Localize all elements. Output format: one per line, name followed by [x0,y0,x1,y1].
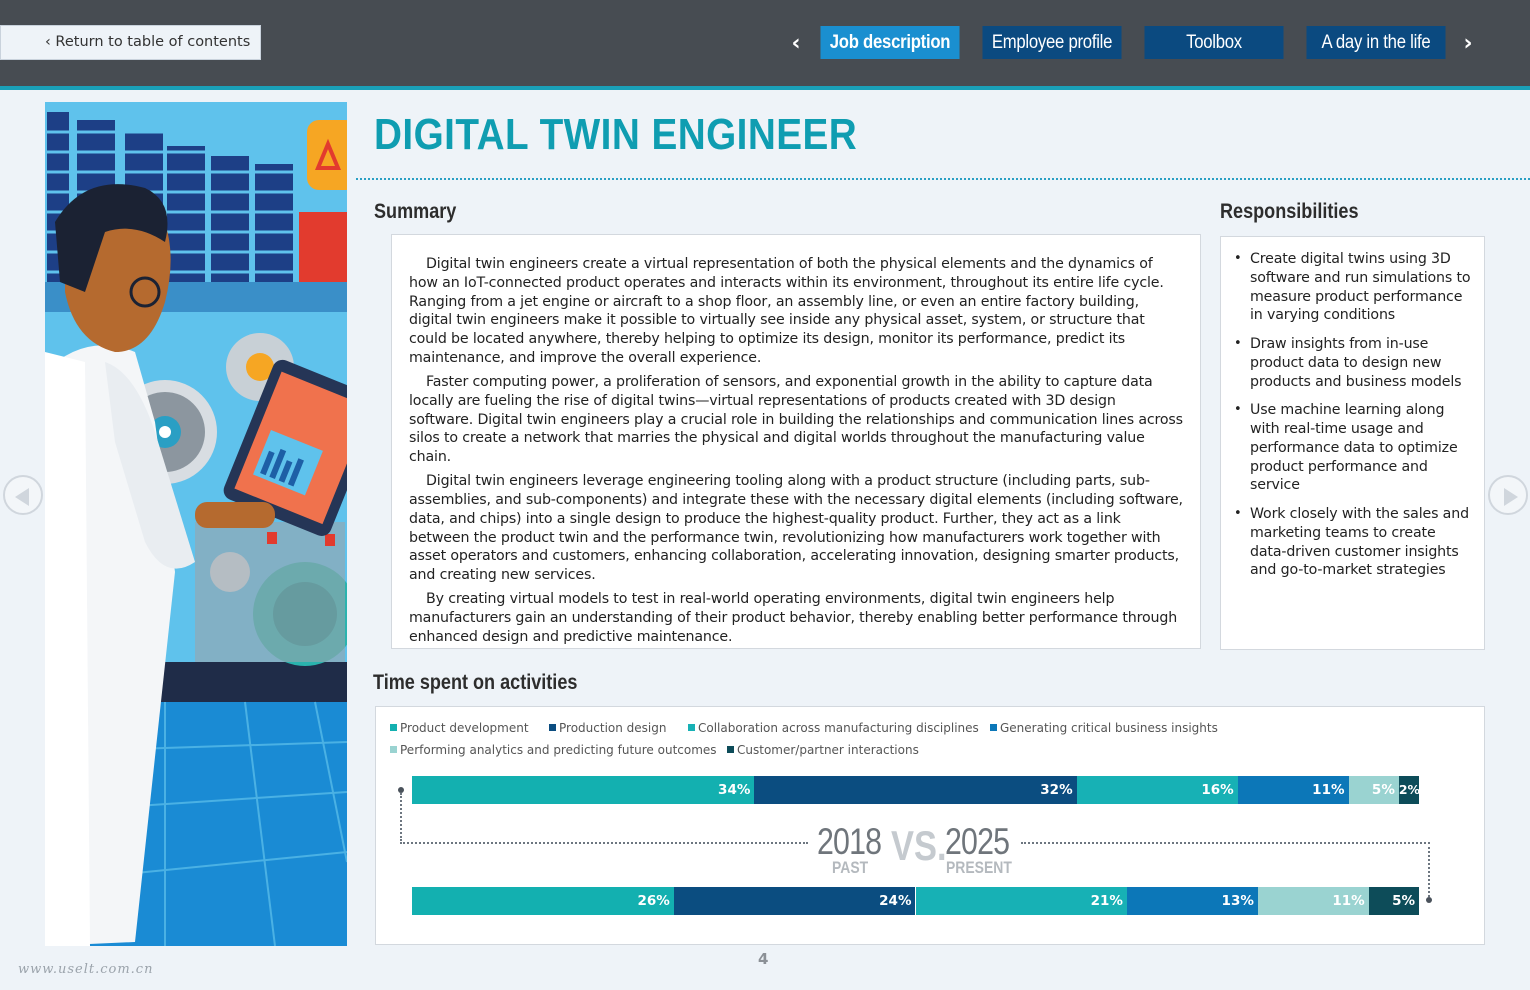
watermark: www.uselt.com.cn [18,962,154,977]
connector-line [400,793,402,841]
legend-label: Collaboration across manufacturing disciplines [698,721,979,735]
previous-page-arrow-icon[interactable] [3,475,43,515]
year-past: 2018 [817,821,882,862]
bar-segment: 11% [1238,776,1349,804]
bar-segment: 11% [1258,887,1369,915]
connector-line [400,842,808,844]
bar-segment: 32% [754,776,1076,804]
legend-label: Product development [400,721,529,735]
page-number: 4 [758,950,769,968]
year-present: 2025 [945,821,1010,862]
legend-item [688,721,979,735]
summary-paragraph: Digital twin engineers create a virtual representation of both the physical elements and the dynamics of how an IoT-connected product operates and interacts within its environment, throughout its entire life cycle. Ranging from a jet engine or aircraft to a shop floor, an assembly line, or even an entire factory building, digital twin engineers make it possible to virtually see inside any physical asset, system, or structure that could be located anywhere, thereby helping to optimize its design, monitor its performance, predict its maintenance, and improve the overall experience. [409,256,1164,366]
legend-label: Generating critical business insights [1000,721,1218,735]
legend-swatch [390,724,397,731]
bar-2025 [412,887,1419,915]
year-present-label: PRESENT [946,858,1012,877]
legend-item [390,721,529,735]
bar-segment: 21% [916,887,1127,915]
legend-item [549,721,666,735]
summary-panel [391,234,1201,649]
engineer-illustration [45,102,347,946]
top-accent-rule [0,86,1530,90]
legend-swatch [990,724,997,731]
tab-employee-profile[interactable]: Employee profile [982,26,1121,59]
legend-label: Production design [559,721,667,735]
bar-segment: 26% [412,887,674,915]
legend-item [727,743,919,757]
legend-swatch [727,746,734,753]
legend-item [390,743,717,757]
time-spent-chart [375,706,1485,945]
bar-segment: 5% [1369,887,1419,915]
responsibility-item: • Create digital twins using 3D software and run simulations to measure product performance in varying conditions [1233,250,1474,325]
bar-segment: 16% [1077,776,1238,804]
next-page-arrow-icon[interactable] [1488,475,1528,515]
time-spent-heading: Time spent on activities [373,671,578,694]
title-divider [356,178,1530,180]
responsibilities-list [1233,250,1474,580]
bar-segment: 24% [674,887,916,915]
summary-heading: Summary [374,200,457,223]
summary-paragraph: Faster computing power, a proliferation of sensors, and exponential growth in the ability to capture data locally are fueling the rise of digital twins—virtual representations of products created with 3D design software. Digital twin engineers play a crucial role in building the relationships and communication lines across silos to create a network that marries the physical and digital worlds throughout the manufacturing value chain. [409,374,1183,465]
responsibilities-panel [1220,236,1485,650]
summary-paragraph: Digital twin engineers leverage engineering tooling along with a product structure (including parts, sub-assemblies, and sub-components) and integrate these with the necessary digital elements (including software, data, and chips) into a single design to produce the highest-quality product. Further, they act as a link between the product twin and the performance twin, revolutionizing how manufacturers work together with asset operators and customers, enhancing collaboration, accelerating innovation, designing smarter products, and creating new services. [409,473,1183,583]
connector-line [1021,842,1430,844]
return-to-toc-button[interactable]: ‹ Return to table of contents [0,25,261,60]
legend-item [990,721,1218,735]
legend-swatch [549,724,556,731]
summary-paragraph: By creating virtual models to test in real-world operating environments, digital twin engineers help manufacturers gain an understanding of their product behavior, thereby enabling better performance through enhanced design and predictive maintenance. [409,591,1178,645]
page-title: DIGITAL TWIN ENGINEER [374,110,858,159]
vs-label: VS. [891,822,947,869]
legend-label: Performing analytics and predicting future outcomes [400,743,717,757]
tab-toolbox[interactable]: Toolbox [1144,26,1283,59]
bar-segment: 34% [412,776,754,804]
present-marker-dot [1426,897,1432,903]
responsibility-item: • Draw insights from in-use product data to design new products and business models [1233,335,1474,391]
bar-segment: 13% [1127,887,1258,915]
tab-a-day-in-the-life[interactable]: A day in the life [1306,26,1445,59]
chevron-left-icon[interactable]: ‹ [791,31,801,56]
tab-job-description[interactable]: Job description [820,26,959,59]
year-past-label: PAST [832,858,869,877]
bar-segment: 2% [1399,776,1419,804]
bar-segment: 5% [1349,776,1399,804]
responsibilities-heading: Responsibilities [1220,200,1359,223]
responsibility-item: • Work closely with the sales and marketing teams to create data-driven customer insights and go-to-market strategies [1233,505,1474,580]
chevron-right-icon[interactable]: › [1463,31,1473,56]
responsibility-item: • Use machine learning along with real-time usage and performance data to optimize product performance and service [1233,401,1474,495]
legend-label: Customer/partner interactions [737,743,919,757]
bar-2018 [412,776,1419,804]
connector-line [1428,842,1430,897]
legend-swatch [688,724,695,731]
legend-swatch [390,746,397,753]
